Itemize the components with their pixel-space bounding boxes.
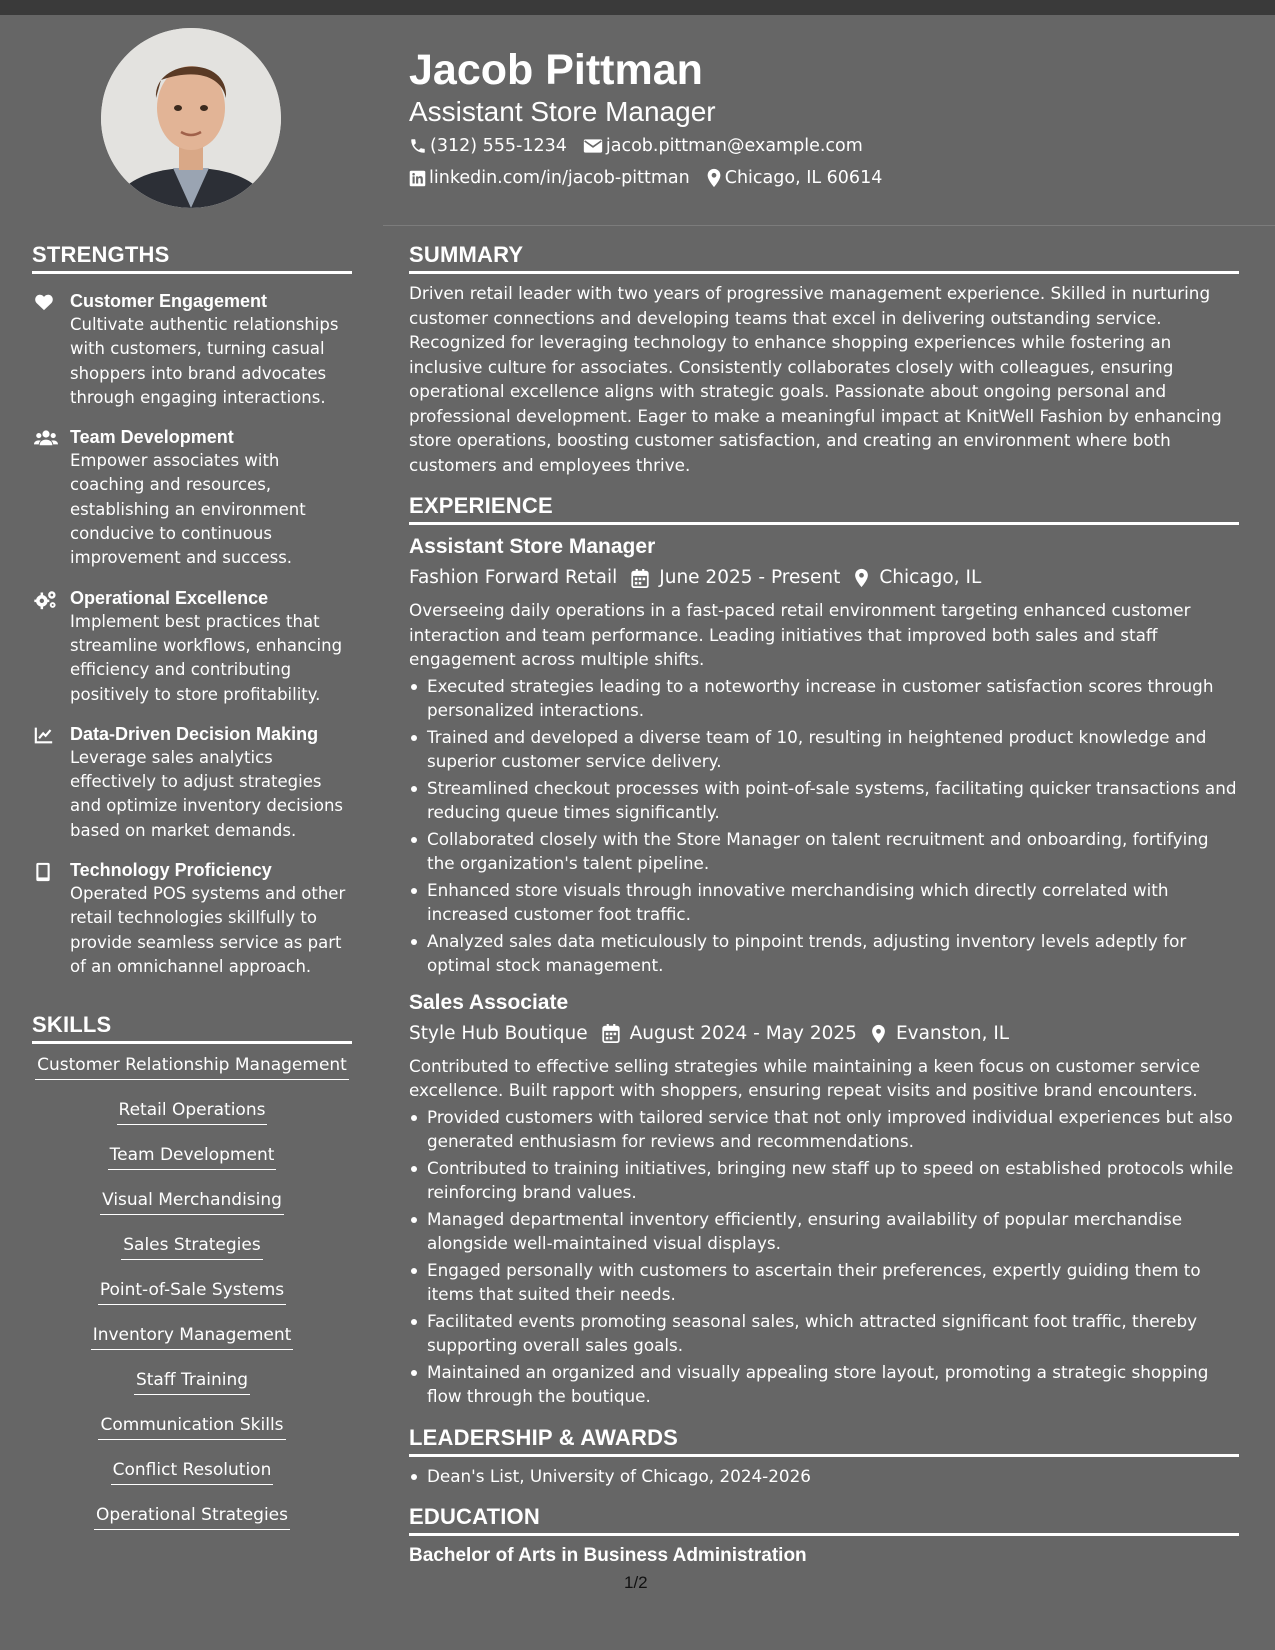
strength-description: Operated POS systems and other retail technologies skillfully to provide seamless service as part of an omnichannel approach. — [70, 884, 346, 976]
header-divider — [383, 225, 1275, 226]
experience-heading: EXPERIENCE — [409, 493, 1239, 525]
bullet-item: Collaborated closely with the Store Manager on talent recruitment and onboarding, fortifying the organization's talent pipeline. — [409, 827, 1239, 876]
job-title: Sales Associate — [409, 990, 569, 1014]
skill-item — [32, 1455, 352, 1500]
strength-title: Technology Proficiency — [70, 860, 272, 881]
strength-title: Team Development — [70, 427, 234, 448]
contact-location — [706, 162, 883, 194]
resume-header — [409, 44, 1239, 194]
job-location — [854, 562, 981, 594]
skill-label: Conflict Resolution — [111, 1455, 274, 1485]
top-bar — [0, 0, 1275, 15]
skill-label: Inventory Management — [91, 1320, 294, 1350]
calendar-icon — [602, 1024, 620, 1043]
map-pin-icon — [706, 168, 722, 188]
contact-linkedin[interactable] — [409, 162, 690, 194]
skill-item — [32, 1140, 352, 1185]
skill-item — [32, 1500, 352, 1545]
bullet-item: Engaged personally with customers to ascertain their preferences, expertly guiding them to items that suited their needs. — [409, 1258, 1239, 1307]
map-pin-icon — [854, 568, 869, 588]
job-dates — [631, 562, 840, 594]
skills-heading: SKILLS — [32, 1012, 352, 1044]
strengths-section — [32, 242, 352, 979]
summary-heading: SUMMARY — [409, 242, 1239, 274]
job-description: Overseeing daily operations in a fast-paced retail environment targeting enhanced customer interaction and team performance. Leading initiatives that improved both sales and staff engagement across multiple shifts. — [409, 600, 1191, 669]
education-heading: EDUCATION — [409, 1504, 1239, 1536]
summary-text: Driven retail leader with two years of progressive management experience. Skilled in nurturing customer connections and developing teams that excel in delivering outstanding service. Recognized for leveraging technology to enhance shopping experiences while fostering an inclusive culture for associates. Consistently collaborates closely with colleagues, ensuring operational excellence aligns with strategic goals. Passionate about ongoing personal and professional development. Eager to make a meaningful impact at KnitWell Fashion by enhancing store operations, boosting customer satisfaction, and creating an environment where both customers and employees thrive. — [409, 283, 1222, 475]
summary-section — [409, 242, 1239, 477]
skill-label: Operational Strategies — [94, 1500, 290, 1530]
tablet-icon — [34, 862, 52, 882]
degree-title: Bachelor of Arts in Business Administration — [409, 1545, 807, 1566]
candidate-name: Jacob Pittman — [409, 46, 703, 94]
location-text: Chicago, IL 60614 — [724, 168, 883, 188]
strength-title: Data-Driven Decision Making — [70, 723, 319, 744]
line-chart-icon — [34, 726, 54, 744]
bullet-item: Maintained an organized and visually appealing store layout, promoting a strategic shopping flow through the boutique. — [409, 1360, 1239, 1409]
education-section — [409, 1504, 1239, 1569]
skill-label: Retail Operations — [117, 1095, 268, 1125]
bullet-item: Dean's List, University of Chicago, 2024-2026 — [409, 1464, 1239, 1489]
page-number: 1/2 — [624, 1573, 648, 1592]
contact-info — [409, 130, 1239, 194]
experience-section — [409, 493, 1239, 1409]
strength-item — [32, 289, 352, 410]
company-name: Style Hub Boutique — [409, 1022, 588, 1044]
strength-description: Empower associates with coaching and resources, establishing an environment conducive to continuous improvement and success. — [70, 451, 306, 568]
job-bullets — [409, 674, 1239, 978]
skill-label: Sales Strategies — [121, 1230, 262, 1260]
skill-label: Team Development — [108, 1140, 277, 1170]
strength-description: Implement best practices that streamline workflows, enhancing efficiency and contributing positively to store profitability. — [70, 611, 343, 704]
bullet-item: Facilitated events promoting seasonal sales, which attracted significant foot traffic, thereby supporting overall sales goals. — [409, 1309, 1239, 1358]
bullet-item: Enhanced store visuals through innovative merchandising which directly correlated with increased customer foot traffic. — [409, 878, 1239, 927]
bullet-item: Trained and developed a diverse team of 10, resulting in heightened product knowledge and superior customer service delivery. — [409, 725, 1239, 774]
avatar — [101, 28, 281, 208]
job-dates — [602, 1018, 857, 1050]
strength-item — [32, 586, 352, 707]
skill-label: Customer Relationship Management — [35, 1050, 349, 1080]
job-location — [871, 1018, 1009, 1050]
leadership-heading: LEADERSHIP & AWARDS — [409, 1425, 1239, 1457]
job-location-text: Evanston, IL — [895, 1022, 1010, 1044]
contact-phone — [409, 130, 567, 162]
job-meta — [409, 1018, 1239, 1050]
strengths-heading: STRENGTHS — [32, 242, 352, 274]
skill-item — [32, 1410, 352, 1455]
job-description: Contributed to effective selling strategies while maintaining a keen focus on customer service excellence. Built rapport with shoppers, ensuring repeat visits and positive brand encounters. — [409, 1055, 1201, 1100]
bullet-item: Provided customers with tailored service that not only improved individual experiences but also generated enthusiasm for reviews and recommendations. — [409, 1105, 1239, 1154]
skill-label: Staff Training — [134, 1365, 250, 1395]
main-column — [409, 242, 1239, 1569]
gears-icon — [34, 590, 58, 610]
skill-label: Point-of-Sale Systems — [98, 1275, 286, 1305]
linkedin-text[interactable]: linkedin.com/in/jacob-pittman — [429, 168, 690, 188]
strength-title: Operational Excellence — [70, 587, 269, 608]
strength-description: Leverage sales analytics effectively to adjust strategies and optimize inventory decisions based on market demands. — [70, 747, 344, 840]
bullet-item: Contributed to training initiatives, bringing new staff up to speed on established protocols while reinforcing brand values. — [409, 1156, 1239, 1205]
linkedin-icon — [409, 170, 426, 187]
skill-item — [32, 1185, 352, 1230]
skill-item — [32, 1095, 352, 1140]
skill-item — [32, 1365, 352, 1410]
heart-icon — [34, 293, 54, 311]
skill-item — [32, 1320, 352, 1365]
phone-icon — [409, 137, 427, 155]
strength-title: Customer Engagement — [70, 291, 268, 311]
skill-item — [32, 1050, 352, 1095]
company-name: Fashion Forward Retail — [409, 567, 618, 588]
bullet-item: Streamlined checkout processes with point-of-sale systems, facilitating quicker transactions and reducing queue times significantly. — [409, 776, 1239, 825]
skill-item — [32, 1275, 352, 1320]
bullet-item: Analyzed sales data meticulously to pinpoint trends, adjusting inventory levels adeptly for optimal stock management. — [409, 929, 1239, 978]
contact-email[interactable] — [583, 130, 863, 162]
calendar-icon — [631, 569, 649, 588]
email-text[interactable]: jacob.pittman@example.com — [605, 136, 863, 156]
bullet-item: Executed strategies leading to a noteworthy increase in customer satisfaction scores through personalized interactions. — [409, 674, 1239, 723]
bullet-item: Managed departmental inventory efficiently, ensuring availability of popular merchandise alongside well-maintained visual displays. — [409, 1207, 1239, 1256]
leadership-section — [409, 1425, 1239, 1489]
skill-item — [32, 1230, 352, 1275]
strength-item — [32, 722, 352, 843]
phone-text: (312) 555-1234 — [430, 136, 567, 156]
map-pin-icon — [871, 1024, 886, 1044]
skills-section — [32, 1012, 352, 1545]
leadership-list — [409, 1464, 1239, 1489]
strength-description: Cultivate authentic relationships with customers, turning casual shoppers into brand advocates through engaging interactions. — [70, 315, 339, 407]
profile-photo — [101, 28, 281, 208]
job-entry — [409, 988, 1239, 1409]
job-entry — [409, 532, 1239, 978]
job-dates-text: August 2024 - May 2025 — [629, 1022, 857, 1044]
strength-item — [32, 858, 352, 979]
job-bullets — [409, 1105, 1239, 1409]
candidate-title: Assistant Store Manager — [409, 96, 716, 127]
job-meta — [409, 562, 1239, 594]
job-title: Assistant Store Manager — [409, 535, 656, 558]
job-dates-text: June 2025 - Present — [659, 567, 841, 588]
skill-list — [32, 1050, 352, 1545]
users-icon — [34, 429, 58, 447]
skill-label: Communication Skills — [98, 1410, 285, 1440]
skill-label: Visual Merchandising — [100, 1185, 284, 1215]
envelope-icon — [583, 137, 603, 155]
job-location-text: Chicago, IL — [879, 567, 982, 588]
strength-item — [32, 425, 352, 570]
